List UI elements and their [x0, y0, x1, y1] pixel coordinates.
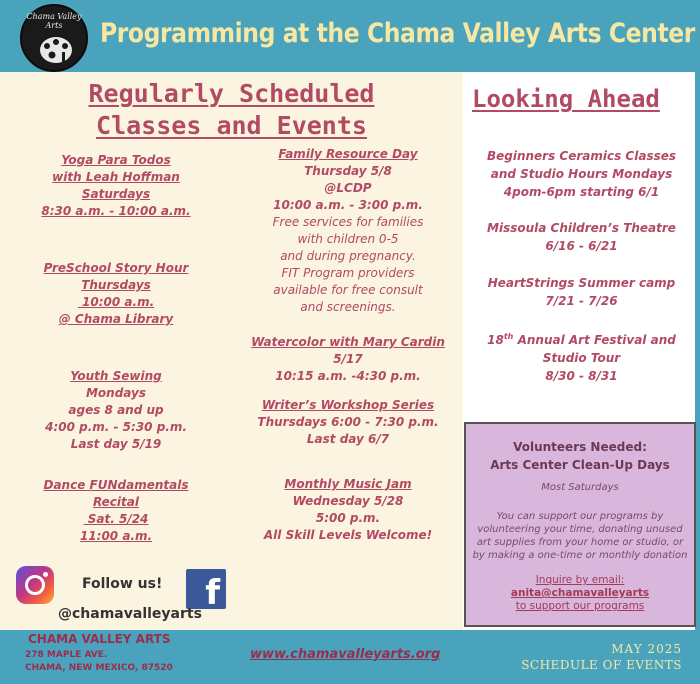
event-youth-sewing: Youth Sewing Mondays ages 8 and up 4:00 p.m. - 5:30 p.m. Last day 5/19 — [45, 369, 187, 451]
volunteers-box — [464, 422, 696, 627]
event-dance-recital: Dance FUNdamentals Recital Sat. 5/24 11:00 a.m. — [43, 478, 189, 543]
logo-text: Chama Valley Arts — [26, 12, 82, 30]
volunteers-inquire: Inquire by email: anita@chamavalleyarts to support our programs — [510, 574, 650, 612]
event-story-hour: PreSchool Story Hour Thursdays 10:00 a.m. @ Chama Library — [43, 261, 189, 326]
instagram-dot — [43, 572, 48, 577]
page-title: Programming at the Chama Valley Arts Center — [100, 18, 695, 49]
regular-schedule-title: Regularly Scheduled Classes and Events — [88, 79, 375, 140]
instagram-handle[interactable]: @chamavalleyarts — [58, 606, 202, 622]
upcoming-heartstrings-camp: HeartStrings Summer camp 7/21 - 7/26 — [487, 276, 676, 308]
header-band — [0, 0, 700, 72]
footer-month: MAY 2025 — [611, 642, 682, 656]
footer-org-name: CHAMA VALLEY ARTS — [28, 632, 171, 646]
website-link[interactable]: www.chamavalleyarts.org — [250, 647, 441, 662]
event-writers-workshop: Writer’s Workshop Series Thursdays 6:00 - 7:30 p.m. Last day 6/7 — [257, 398, 439, 446]
footer-address-street: 278 MAPLE AVE. — [25, 650, 108, 660]
main-content — [0, 72, 700, 630]
volunteers-subtitle: Most Saturdays — [541, 482, 619, 493]
event-music-jam: Monthly Music Jam Wednesday 5/28 5:00 p.m. All Skill Levels Welcome! — [263, 477, 433, 542]
volunteers-body: You can support our programs by volunteering your time, donating unused art supplies from your home or studio, or by making a one-time or monthly donation — [472, 511, 688, 561]
footer-address-city: CHAMA, NEW MEXICO, 87520 — [25, 663, 173, 673]
upcoming-art-festival: 18th Annual Art Festival and Studio Tour 8/30 - 8/31 — [487, 332, 676, 383]
instagram-ring — [25, 575, 45, 595]
volunteer-email-link[interactable]: anita@chamavalleyarts — [510, 587, 650, 599]
event-family-resource-day: Family Resource Day Thursday 5/8 @LCDP 10:00 a.m. - 3:00 p.m. Free services for families with children 0-5 and during pregnancy. FIT Program providers available for free consult and screenings. — [272, 147, 424, 314]
follow-us-label: Follow us! — [82, 576, 163, 592]
volunteers-title: Volunteers Needed: Arts Center Clean-Up Days — [490, 440, 670, 472]
upcoming-ceramics: Beginners Ceramics Classes and Studio Hours Mondays 4pom-6pm starting 6/1 — [486, 149, 677, 199]
chama-valley-arts-logo — [20, 4, 88, 72]
upcoming-childrens-theatre: Missoula Children’s Theatre 6/16 - 6/21 — [487, 221, 676, 253]
footer-schedule-label: SCHEDULE OF EVENTS — [521, 658, 682, 672]
event-yoga: Yoga Para Todos with Leah Hoffman Saturdays 8:30 a.m. - 10:00 a.m. — [41, 153, 191, 218]
facebook-icon[interactable]: f — [186, 569, 226, 609]
footer-band — [0, 630, 700, 684]
palette-figure-icon — [36, 28, 76, 66]
event-watercolor: Watercolor with Mary Cardin 5/17 10:15 a.m. -4:30 p.m. — [251, 335, 445, 383]
looking-ahead-title: Looking Ahead — [472, 85, 660, 113]
instagram-icon[interactable] — [16, 566, 54, 604]
